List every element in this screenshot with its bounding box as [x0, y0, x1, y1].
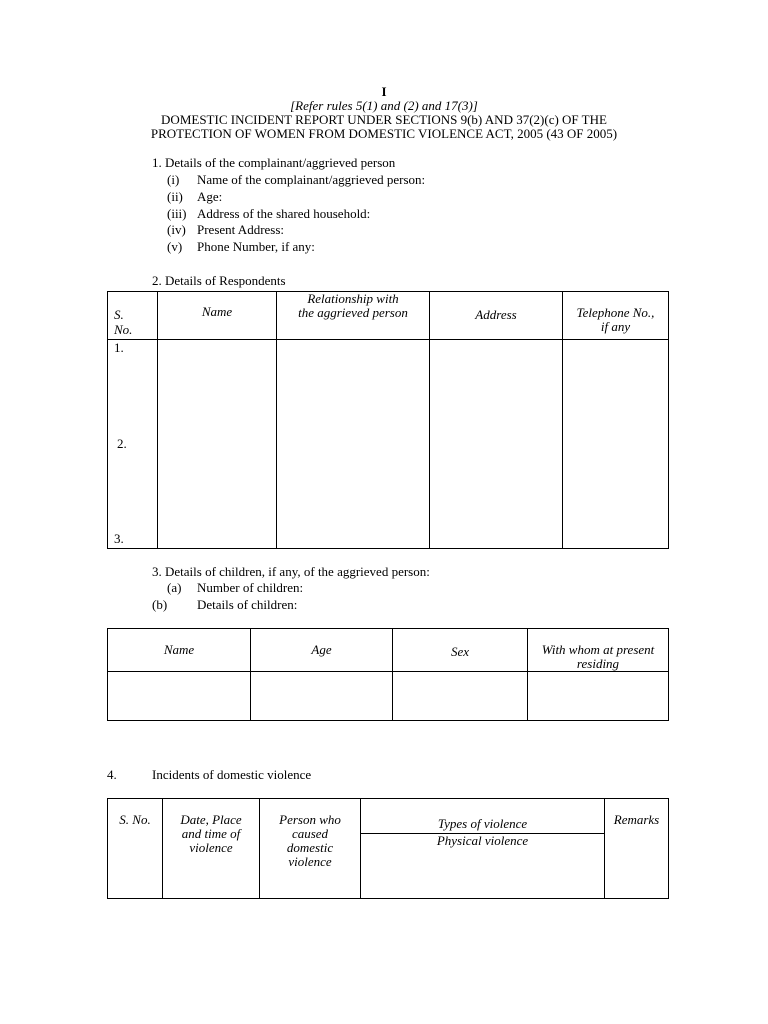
- header-person: [260, 799, 361, 899]
- header-remarks: [605, 799, 669, 899]
- address-cell: [430, 340, 563, 549]
- header-address-label: Address: [475, 307, 517, 322]
- header-incident-sno-label: S. No.: [119, 812, 151, 827]
- details-of-children-label: Details of children:: [197, 597, 298, 612]
- header-types-of-violence: [361, 799, 605, 899]
- section1-item: [167, 239, 182, 255]
- item-b-number: (b): [152, 597, 168, 612]
- age-label: Age:: [197, 189, 223, 204]
- header-child-age-label: Age: [311, 642, 332, 657]
- row-number: 1.: [114, 340, 124, 355]
- section1-item: [167, 222, 186, 238]
- present-address-label: Present Address:: [197, 222, 285, 237]
- item-number: (iii): [167, 206, 187, 221]
- rule-reference: [Refer rules 5(1) and (2) and 17(3)]: [290, 98, 478, 113]
- child-name-cell: [108, 672, 251, 721]
- header-types-label: Types of violence: [437, 816, 528, 831]
- header-person-line3: domestic: [286, 840, 334, 855]
- header-sno-line1: S.: [114, 307, 124, 322]
- sno-cell: [108, 340, 158, 549]
- item-number: (ii): [167, 189, 183, 204]
- item-number: (v): [167, 239, 183, 254]
- header-remarks-label: Remarks: [613, 812, 660, 827]
- header-address: [430, 292, 563, 340]
- relationship-cell: [277, 340, 430, 549]
- header-residing-line2: residing: [576, 656, 620, 671]
- section1-item: [167, 206, 187, 222]
- header-name: [158, 292, 277, 340]
- header-person-line4: violence: [288, 854, 332, 869]
- section3-heading: 3. Details of children, if any, of the aggrieved person:: [152, 564, 430, 579]
- header-name-label: Name: [201, 304, 233, 319]
- phone-number-label: Phone Number, if any:: [197, 239, 315, 254]
- section2-heading: 2. Details of Respondents: [152, 273, 286, 288]
- header-date-line3: violence: [189, 840, 233, 855]
- header-date-place: [163, 799, 260, 899]
- respondents-table: [107, 291, 669, 549]
- child-residing-cell: [528, 672, 669, 721]
- row-number: 3.: [114, 531, 124, 546]
- incidents-table: [107, 798, 669, 899]
- child-sex-cell: [393, 672, 528, 721]
- header-telephone-line2: if any: [600, 319, 631, 334]
- section1-item: [167, 189, 183, 205]
- number-of-children-label: Number of children:: [197, 580, 304, 595]
- header-child-age: [251, 629, 393, 672]
- item-a-number: (a): [167, 580, 182, 595]
- header-child-name: [108, 629, 251, 672]
- section1-item: [167, 172, 179, 188]
- section1-heading: 1. Details of the complainant/aggrieved person: [152, 155, 396, 170]
- header-person-line1: Person who: [279, 812, 341, 827]
- header-physical-label: Physical violence: [436, 833, 529, 848]
- complainant-name-label: Name of the complainant/aggrieved person:: [197, 172, 426, 187]
- header-telephone: [563, 292, 669, 340]
- form-number: I: [381, 84, 387, 99]
- header-incident-sno: [108, 799, 163, 899]
- header-relationship-line1: Relationship with: [307, 291, 399, 306]
- item-number: (i): [167, 172, 180, 187]
- header-child-sex: [393, 629, 528, 672]
- telephone-cell: [563, 340, 669, 549]
- section4-number: 4.: [107, 767, 117, 782]
- header-sno: [108, 292, 158, 340]
- header-child-name-label: Name: [163, 642, 195, 657]
- header-child-residing: [528, 629, 669, 672]
- header-person-line2: caused: [291, 826, 329, 841]
- header-date-line1: Date, Place: [180, 812, 242, 827]
- header-sno-line2: No.: [114, 322, 133, 337]
- row-number: 2.: [117, 436, 127, 451]
- header-child-sex-label: Sex: [450, 644, 470, 659]
- item-number: (iv): [167, 222, 186, 237]
- children-table: [107, 628, 669, 721]
- header-telephone-line1: Telephone No.,: [576, 305, 655, 320]
- shared-household-label: Address of the shared household:: [197, 206, 371, 221]
- section4-heading: Incidents of domestic violence: [152, 767, 312, 782]
- form-title-line2: PROTECTION OF WOMEN FROM DOMESTIC VIOLENCE ACT, 2005 (43 OF 2005): [150, 126, 618, 141]
- child-age-cell: [251, 672, 393, 721]
- header-relationship-line2: the aggrieved person: [298, 305, 408, 320]
- header-date-line2: and time of: [181, 826, 241, 841]
- header-relationship: [277, 292, 430, 340]
- form-title-line1: DOMESTIC INCIDENT REPORT UNDER SECTIONS 9(b) AND 37(2)(c) OF THE: [161, 112, 607, 127]
- name-cell: [158, 340, 277, 549]
- header-residing-line1: With whom at present: [541, 642, 655, 657]
